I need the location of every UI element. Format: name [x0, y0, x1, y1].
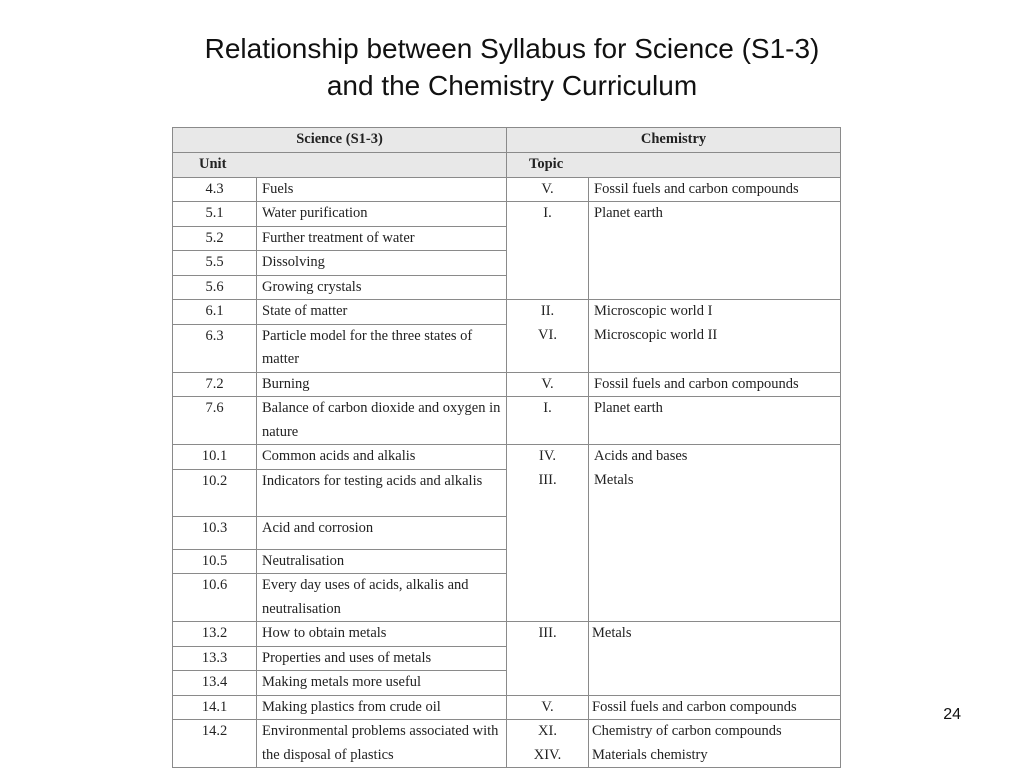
- chemistry-cell: [589, 695, 841, 720]
- topic-cell: [507, 372, 589, 397]
- science-cell: State of matter: [257, 300, 507, 325]
- table-row: [173, 202, 841, 227]
- table-row: [173, 177, 841, 202]
- topic-number: I.: [543, 205, 552, 221]
- chemistry-cell: [589, 720, 841, 768]
- topic-cell: [507, 695, 589, 720]
- subheader-unit: Unit: [173, 153, 507, 178]
- science-cell: Making plastics from crude oil: [257, 695, 507, 720]
- unit-cell: 10.3: [173, 516, 257, 549]
- science-cell: Properties and uses of metals: [257, 646, 507, 671]
- science-cell: Neutralisation: [257, 549, 507, 574]
- science-cell: Growing crystals: [257, 275, 507, 300]
- unit-cell: 6.3: [173, 324, 257, 372]
- chemistry-cell: [589, 177, 841, 202]
- table-row: [173, 720, 841, 768]
- topic-number: XIV.: [533, 746, 562, 763]
- science-cell: Dissolving: [257, 251, 507, 276]
- topic-number: III.: [538, 471, 557, 488]
- chemistry-cell: [589, 202, 841, 300]
- unit-cell: 6.1: [173, 300, 257, 325]
- topic-name: Fossil fuels and carbon compounds: [592, 698, 797, 715]
- unit-cell: 10.5: [173, 549, 257, 574]
- unit-cell: 7.2: [173, 372, 257, 397]
- subheader-topic: Topic: [507, 153, 841, 178]
- topic-number: V.: [541, 698, 554, 715]
- topic-number: III.: [538, 625, 557, 641]
- unit-cell: 10.2: [173, 469, 257, 516]
- science-cell: Acid and corrosion: [257, 516, 507, 549]
- science-cell: Environmental problems associated with the disposal of plastics: [257, 720, 507, 768]
- topic-name: Metals: [592, 625, 632, 641]
- topic-name: Planet earth: [594, 400, 663, 416]
- unit-cell: 7.6: [173, 397, 257, 445]
- unit-cell: 13.2: [173, 622, 257, 647]
- table-row: [173, 372, 841, 397]
- unit-cell: 5.5: [173, 251, 257, 276]
- science-cell: Making metals more useful: [257, 671, 507, 696]
- unit-cell: 4.3: [173, 177, 257, 202]
- topic-name: Fossil fuels and carbon compounds: [594, 180, 799, 197]
- slide-title: [0, 30, 1024, 104]
- header-chemistry: Chemistry: [507, 128, 841, 153]
- science-cell: Particle model for the three states of matter: [257, 324, 507, 372]
- table-row: [173, 445, 841, 470]
- unit-cell: 5.2: [173, 226, 257, 251]
- science-cell: How to obtain metals: [257, 622, 507, 647]
- topic-number: IV.: [538, 448, 557, 464]
- unit-cell: 14.2: [173, 720, 257, 768]
- topic-cell: [507, 177, 589, 202]
- unit-cell: 5.6: [173, 275, 257, 300]
- science-cell: Balance of carbon dioxide and oxygen in nature: [257, 397, 507, 445]
- slide-title-line-1: Relationship between Syllabus for Science (S1-3): [204, 33, 820, 64]
- chemistry-cell: [589, 372, 841, 397]
- slide-title-line-2: and the Chemistry Curriculum: [326, 70, 698, 101]
- page-number: 24: [943, 706, 961, 723]
- topic-name: Microscopic world II: [594, 326, 718, 343]
- topic-name: Materials chemistry: [592, 746, 708, 763]
- table-row: [173, 397, 841, 445]
- curriculum-table-container: [172, 127, 840, 763]
- topic-number: I.: [543, 400, 552, 416]
- topic-name: Metals: [594, 471, 634, 488]
- chemistry-cell: [589, 300, 841, 373]
- topic-number: VI.: [538, 326, 557, 343]
- topic-cell: [507, 397, 589, 445]
- chemistry-cell: [589, 397, 841, 445]
- table-row: [173, 695, 841, 720]
- header-science: Science (S1-3): [173, 128, 507, 153]
- science-cell: Common acids and alkalis: [257, 445, 507, 470]
- topic-number: XI.: [538, 723, 557, 739]
- science-cell: Water purification: [257, 202, 507, 227]
- topic-cell: [507, 300, 589, 373]
- topic-name: Microscopic world I: [594, 303, 713, 319]
- table-row: [173, 622, 841, 647]
- unit-cell: 5.1: [173, 202, 257, 227]
- table-row: [173, 300, 841, 325]
- topic-cell: [507, 202, 589, 300]
- topic-name: Planet earth: [594, 205, 663, 221]
- topic-cell: [507, 445, 589, 622]
- science-cell: Further treatment of water: [257, 226, 507, 251]
- topic-name: Chemistry of carbon compounds: [592, 723, 782, 739]
- unit-cell: 10.1: [173, 445, 257, 470]
- unit-cell: 14.1: [173, 695, 257, 720]
- science-cell: Indicators for testing acids and alkalis: [257, 469, 507, 516]
- unit-cell: 13.4: [173, 671, 257, 696]
- science-cell: Fuels: [257, 177, 507, 202]
- science-cell: Burning: [257, 372, 507, 397]
- curriculum-table: [172, 127, 841, 768]
- unit-cell: 10.6: [173, 574, 257, 622]
- topic-number: II.: [540, 303, 555, 319]
- topic-name: Acids and bases: [594, 448, 688, 464]
- chemistry-cell: [589, 622, 841, 696]
- topic-cell: [507, 622, 589, 696]
- topic-number: V.: [541, 180, 554, 197]
- topic-number: V.: [541, 375, 554, 392]
- chemistry-cell: [589, 445, 841, 622]
- topic-cell: [507, 720, 589, 768]
- unit-cell: 13.3: [173, 646, 257, 671]
- science-cell: Every day uses of acids, alkalis and neutralisation: [257, 574, 507, 622]
- topic-name: Fossil fuels and carbon compounds: [594, 375, 799, 392]
